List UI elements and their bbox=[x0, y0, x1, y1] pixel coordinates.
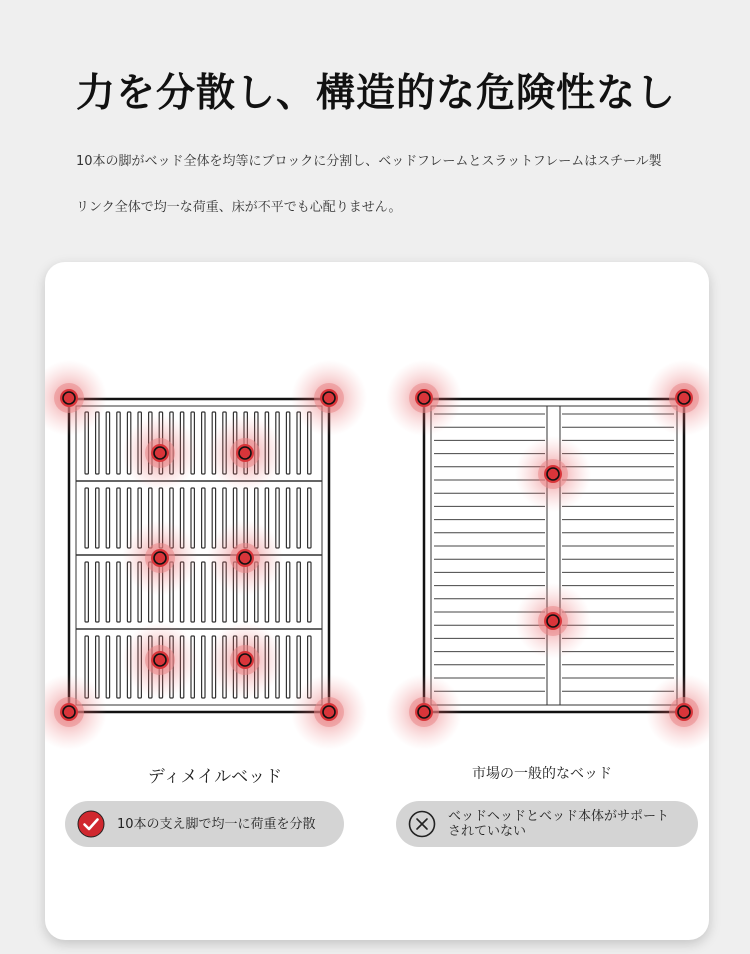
generic-issue-text: ベッドヘッドとベッド本体がサポートされていない bbox=[448, 809, 670, 839]
support-point bbox=[386, 360, 462, 436]
support-point bbox=[122, 415, 198, 491]
support-point bbox=[207, 415, 283, 491]
support-point bbox=[386, 674, 462, 750]
dimeil-bed-diagram bbox=[45, 360, 367, 750]
support-point bbox=[291, 360, 367, 436]
support-point bbox=[515, 583, 591, 659]
support-point bbox=[291, 674, 367, 750]
support-point bbox=[207, 520, 283, 596]
check-icon bbox=[77, 810, 105, 838]
page-headline: 力を分散し、構造的な危険性なし bbox=[76, 71, 677, 116]
support-point bbox=[207, 622, 283, 698]
support-point bbox=[122, 622, 198, 698]
generic-issue-badge bbox=[396, 801, 698, 847]
comparison-card bbox=[45, 262, 709, 940]
generic-bed-caption: 市場の一般的なベッド bbox=[472, 766, 612, 782]
support-point bbox=[515, 436, 591, 512]
dimeil-feature-badge bbox=[65, 801, 344, 847]
bed-comparison-diagram bbox=[45, 262, 709, 762]
description-line-2: リンク全体で均一な荷重、床が不平でも心配りません。 bbox=[76, 200, 402, 215]
dimeil-bed-caption: ディメイルベッド bbox=[147, 767, 283, 787]
generic-bed-diagram bbox=[386, 360, 709, 750]
x-circle-icon bbox=[408, 810, 436, 838]
support-point bbox=[122, 520, 198, 596]
description-line-1: 10本の脚がベッド全体を均等にブロックに分割し、ベッドフレームとスラットフレームはスチール製 bbox=[76, 154, 662, 169]
dimeil-feature-text: 10本の支え脚で均一に荷重を分散 bbox=[117, 816, 316, 832]
